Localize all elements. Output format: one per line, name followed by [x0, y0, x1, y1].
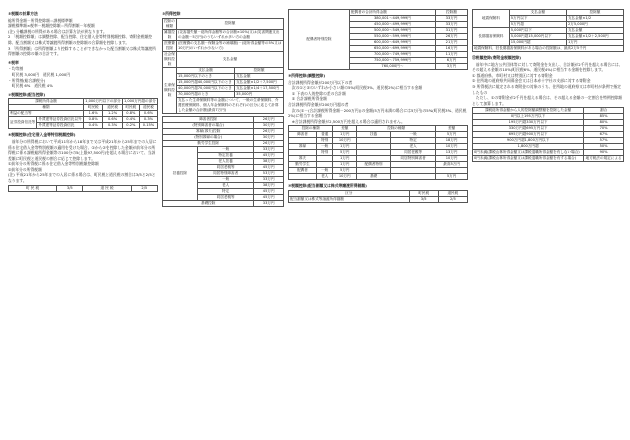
table-cell: 16万円: [436, 46, 468, 52]
table-row: [163, 200, 284, 206]
table-cell: 配偶者特別: [357, 162, 391, 168]
table-cell: 一般: [316, 144, 332, 150]
section-housing-loan-title: ⑧税額控除(住宅借入金等特別税額控除): [8, 132, 76, 138]
table-row: [473, 150, 624, 156]
table-header: 町民税: [83, 105, 102, 111]
table-header: 道民税: [438, 190, 467, 196]
table-cell: 15,000円以下のとき: [176, 73, 234, 79]
table-cell: 同居老親等: [197, 194, 254, 200]
table-cell: 社会保険料控除: [164, 51, 175, 66]
table-cell: 同居老親等: [197, 164, 254, 170]
table-cell: 特定扶養: [197, 152, 254, 158]
table-cell: 57%: [584, 138, 624, 144]
table-cell: 21万円: [436, 40, 468, 46]
table-cell: 85%: [584, 114, 624, 120]
insurance-table: [472, 9, 624, 52]
table-cell: 0.6%: [139, 111, 157, 117]
table-cell: 3万円: [436, 64, 468, 70]
table-cell: 外貨建等証券投資信託以外: [38, 117, 82, 122]
table-cell: 長期損害保険料: [473, 28, 510, 46]
table-row: [473, 156, 624, 162]
table-cell: 26万円: [436, 34, 468, 40]
table-cell: 支払金額×1/2: [566, 16, 623, 22]
table-cell: 0.15%: [139, 123, 157, 129]
table-cell: (災害損失額－総所得金額等の合計額×10%)又は(災害関連支出の金額－5万円)のうちいずれか多い方の金額: [176, 29, 283, 40]
table-cell: 70,000円超のとき: [176, 91, 234, 97]
table-cell: 330万円超695万円以下: [473, 126, 584, 132]
income-deduction-table: [162, 18, 284, 114]
table-cell: 2万5,000円: [566, 22, 623, 28]
table-cell: 特別: [316, 138, 332, 144]
table-cell: 600,000～649,999円: [349, 40, 435, 46]
table-row: [163, 79, 284, 85]
table-cell: 0.2%: [122, 123, 139, 129]
table-cell: 3/5: [409, 196, 438, 202]
table-row: [163, 29, 284, 40]
table-cell: 5,000円超15,000円以下: [509, 34, 566, 40]
table-cell: 0円未満(課税山林所得金額又は課税退職所得金額を有しない場合): [473, 150, 584, 156]
table-cell: 11万円: [436, 52, 468, 58]
table-cell: 760,000円～: [349, 64, 435, 70]
table-cell: 0円以上195万円以下: [473, 114, 584, 120]
table-header: 町民税: [409, 190, 438, 196]
table-cell: 0.3%: [103, 123, 122, 129]
table-cell: 90%: [584, 150, 624, 156]
table-cell: 勤労学生控除: [163, 140, 254, 146]
table-cell: 6万円: [436, 58, 468, 64]
table-cell: 1万円: [333, 132, 357, 138]
table-cell: (医療費の支払額－保険金等の補填額)－(総所得金額等の5%又は10万円のいずれか少ない方): [176, 40, 283, 51]
table-cell: 53万円: [254, 170, 284, 176]
table-cell: 750,000～759,999円: [349, 58, 435, 64]
table-cell: 生命保険料控除: [163, 67, 177, 113]
table-cell: 38万円: [254, 182, 284, 188]
table-cell: 5万円以下: [509, 16, 566, 22]
table-cell: 基礎控除: [163, 200, 254, 206]
table-cell: 80%: [584, 120, 624, 126]
housing-ratio-table: [8, 185, 158, 192]
table-row: [473, 46, 624, 52]
table-cell: 支払金額: [176, 51, 283, 67]
table-cell: 一般: [197, 146, 254, 152]
table-header: 控除の種類: [289, 126, 333, 132]
table-cell: (特別障害者の場合): [163, 122, 254, 128]
table-cell: 支払金額: [235, 73, 284, 79]
table-header: 差額: [333, 126, 357, 132]
table-cell: 33万円: [254, 176, 284, 182]
table-cell: 900万円超1,800万円以下: [473, 138, 584, 144]
table-cell: 障害者: [289, 132, 317, 138]
table-cell: 証券投資信託等: [9, 117, 37, 129]
table-cell: 1,800万円超: [473, 144, 584, 150]
table-row: [163, 146, 284, 152]
table-cell: 一般: [197, 176, 254, 182]
table-cell: 45万円: [254, 152, 284, 158]
table-cell: 5,000円以下: [509, 28, 566, 34]
section-tax-calc-title: ⑤税額の計算方法: [8, 11, 38, 16]
table-cell: 10万円: [436, 144, 468, 150]
table-cell: 支払金額×1/2＋7,500円: [235, 79, 284, 85]
table-cell: 支払金額: [566, 28, 623, 34]
table-cell: 一般: [390, 132, 435, 138]
section-tax-rate-body: ・均等割 町民税 3,000円 道民税 1,000円 ・所得割(総合課税分) 町民税 6% 道民税 4%: [8, 66, 71, 89]
table-cell: 13万円: [436, 150, 468, 156]
table-cell: 5万円超: [509, 22, 566, 28]
table-cell: 最高5万円: [436, 162, 468, 168]
table-cell: 配当割額又は株式等譲渡所得割額: [289, 196, 410, 202]
table-header: 道民税: [103, 105, 122, 111]
table-cell: 特定: [197, 188, 254, 194]
table-cell: 老人: [197, 182, 254, 188]
dividend-credit-table: [8, 98, 158, 129]
section-housing-loan-body: 前年分の所得税において平成11年から18年まで又は平成21年から25年までの入居に係る住宅借入金等特別税額の適用を受けた場合、①から②を控除した金額が前年分の所得税に係る課税総所得金額等の100分の5(上限97,500円)を超える場合において、当該差額に町民税と道民税の割合に応じて控除します。 ①前年分の所得税に係る住宅借入金等特別税額控除額 ②前年分の所得税額 (注) 平成21年から25年までの入居に係る場合は、町民税と道民税の割合は3/5と2/5となります。: [8, 138, 157, 184]
column-2: [162, 8, 284, 432]
table-header: 区分: [289, 190, 410, 196]
column-1: [8, 8, 158, 432]
table-cell: 0.4%: [83, 123, 102, 129]
table-cell: 67%: [584, 132, 624, 138]
table-header: 1,000万円超の部分: [123, 99, 156, 104]
table-cell: 1万円: [333, 156, 357, 162]
table-cell: 配偶者特別控除: [289, 10, 350, 70]
table-cell: 老人: [316, 174, 332, 180]
table-cell: 地震保険料、旧長期損害保険料がある場合の控除額は、最高2万5千円: [473, 46, 624, 52]
table-cell: 195万円超330万円以下: [473, 120, 584, 126]
table-cell: 1.2%: [103, 111, 122, 117]
table-cell: 15,000円超: [509, 40, 566, 46]
table-cell: 0.3%: [139, 117, 157, 123]
donation-rate-table: [472, 107, 624, 162]
table-cell: 雑損控除: [164, 29, 175, 39]
section-donation-body: 前年中に地方公共団体等に対して寄附金を支出し、合計額が2千円を超える場合には、その超える金額の10%(町民税6%、道民税4%)に相当する金額を控除します。 ① 都道府県、市町村又は特別区に対する寄附金 ② 住所地の道府県共同募金会又は日本赤十字社の支部に対する寄附金 ③ 所得税法に規定される寄附金の対象のうち、住所地の道府県又は市町村が条例で指定したもの ただし、①の寄附金が2千円を超える場合は、その超える金額の一定割合を特例控除額として加算します。: [472, 61, 623, 106]
table-cell: 2/5: [131, 185, 157, 191]
table-cell: 10万円: [333, 138, 357, 144]
table-cell: (特別寡婦の場合): [163, 134, 254, 140]
table-row: [163, 97, 284, 113]
table-cell: 650,000～699,999円: [349, 46, 435, 52]
table-cell: 31万円: [436, 28, 468, 34]
table-cell: 特定: [390, 138, 435, 144]
table-header: 道民税: [139, 105, 157, 111]
table-header: 控除の種類: [164, 18, 175, 28]
table-row: [289, 196, 468, 202]
table-header: 差額: [436, 126, 468, 132]
table-cell: 0.8%: [122, 111, 139, 117]
table-cell: 1万円: [333, 144, 357, 150]
section-tax-rate-title: ⑥税率: [8, 59, 19, 65]
table-cell: 550,000～599,999円: [349, 34, 435, 40]
table-cell: 45万円: [254, 188, 284, 194]
table-cell: 26万円: [254, 116, 284, 122]
column-3: [288, 8, 468, 432]
table-cell: 50%: [584, 144, 624, 150]
table-cell: 0.8%: [83, 117, 102, 123]
section-adjustment-title: ⑨所得控除(調整控除): [288, 73, 326, 78]
table-cell: 町 民 税: [9, 185, 57, 191]
table-cell: 5万円: [436, 132, 468, 138]
table-cell: 33万円: [436, 22, 468, 28]
table-cell: 地震保険料: [473, 10, 510, 28]
table-cell: 500,000～549,999円: [349, 28, 435, 34]
table-cell: 45万円: [254, 194, 284, 200]
table-cell: 扶養: [357, 132, 391, 138]
table-cell: 地方税法の規定による: [585, 156, 622, 161]
table-cell: 普通: [316, 132, 332, 138]
adjustment-table: [288, 125, 468, 180]
table-header: 支払金額: [176, 67, 234, 73]
table-row: [289, 174, 468, 180]
table-cell: 寡夫: [289, 156, 317, 162]
table-cell: 33万円: [254, 146, 284, 152]
table-cell: 18万円: [436, 138, 468, 144]
table-cell: 26万円: [254, 128, 284, 134]
table-cell: 30万円: [254, 122, 284, 128]
table-cell: 医療費控除: [164, 40, 175, 50]
section-dividend-title: ⑦税額控除(配当控除): [8, 91, 46, 97]
table-cell: 5万円: [333, 168, 357, 174]
table-cell: 老人扶養: [197, 158, 254, 164]
table-cell: 寡婦(寡夫)控除: [163, 128, 254, 134]
table-cell: 1万円: [566, 40, 623, 46]
table-cell: 30万円: [254, 134, 284, 140]
dividend-split-table: [288, 190, 468, 203]
table-cell: 一般: [316, 168, 332, 174]
table-header: 種類: [9, 105, 84, 111]
table-cell: 5万円: [436, 174, 468, 180]
table-cell: 配偶者の合計所得金額: [349, 10, 435, 16]
table-row: [9, 185, 158, 191]
table-cell: 基礎: [357, 174, 391, 180]
table-cell: 26万円: [254, 140, 284, 146]
table-cell: 同居老親等: [390, 150, 435, 156]
table-cell: 老人: [390, 144, 435, 150]
section-dividend-split-title: ⑩税額控除(配当割額又は株式等譲渡所得割額): [288, 183, 367, 189]
table-cell: 特別: [316, 150, 332, 156]
table-cell: 15,000円超40,000円以下のとき: [176, 79, 234, 85]
table-cell: 1万円: [333, 162, 357, 168]
section-adjustment-body: 合計課税所得金額が200万円以下の者 次の①と②のいずれか小さい額の5%(町民税3%、道民税2%)に相当する金額 ① 下表の人的控除の差の合計額 ② 合計課税所得金額 合計課税所得金額が200万円超の者 次の(①－(合計課税所得金額－200万円))の金額(5万円未満の場合には5万円)の5%(町民税3%、道民税2%)に相当する金額 ※合計課税所得金額が2,500万円を超える場合は適用されません。: [288, 79, 467, 124]
table-cell: 利益の配当等: [9, 111, 84, 117]
table-header: 支払金額: [509, 10, 566, 16]
section-donation-title: ⑪税額控除(寄附金税額控除): [472, 55, 522, 60]
section-tax-calc-body: 総所得金額－所得控除額＝課税標準額 課税標準額×税率－税額控除額＝所得割額－年税額 (注) 分離課税の所得がある場合は計算方法が異なります。 2 「税額控除額」は調整控除、配当控除、住宅借入金等特別税額控除、寄附金税額控除、配当割額又は株式等譲渡所得割額の控除額の合算額を控除します。 3 「所得割額」は所得割額より控除することができなかった配当割額又は株式等譲渡所得割額の控除の額の合計です。: [8, 17, 156, 57]
table-header: 控除の種類: [357, 126, 436, 132]
section-income-deduction-title: ③所得控除: [162, 11, 181, 16]
table-row: [163, 51, 284, 67]
table-cell: 695万円超900万円以下: [473, 132, 584, 138]
table-cell: 38万円: [254, 158, 284, 164]
table-cell: 2/5: [438, 196, 467, 202]
table-cell: [289, 174, 317, 180]
table-cell: 3/5: [57, 185, 83, 191]
table-cell: 障害者控除: [163, 116, 254, 122]
table-cell: 35,000円: [235, 91, 284, 97]
table-cell: 450,000～499,999円: [349, 22, 435, 28]
table-cell: 0円未満(課税山林所得金額又は課税退職所得金額を有する場合): [473, 156, 584, 162]
table-cell: 33万円: [436, 16, 468, 22]
table-cell: 道 民 税: [83, 185, 131, 191]
table-cell: 配偶者: [289, 168, 317, 174]
table-cell: 同居特別障害者: [197, 170, 254, 176]
table-header: 控除額: [235, 67, 284, 73]
table-header: 控除額: [566, 10, 623, 16]
table-cell: 外貨建等証券投資信託: [37, 123, 84, 129]
table-row: [163, 40, 284, 51]
table-cell: 支払金額×1/4＋17,500円: [235, 85, 284, 91]
column-4: [472, 8, 624, 432]
table-cell: 勤労学生: [289, 162, 317, 168]
table-cell: 700,000～749,999円: [349, 52, 435, 58]
table-cell: 0.6%: [103, 117, 122, 123]
table-cell: 1.6%: [83, 111, 102, 117]
table-header: 控除額: [176, 18, 283, 29]
table-cell: 40,000円超70,000円以下のとき: [176, 85, 234, 91]
table-cell: 扶養控除: [163, 146, 198, 200]
table-cell: 5万円: [333, 150, 357, 156]
personal-deduction-table: [162, 116, 284, 207]
table-cell: 寡婦: [289, 144, 317, 150]
table-header: 1,000万円以下の部分: [85, 99, 121, 104]
table-header: 割合: [584, 108, 624, 114]
table-cell: 10万円: [436, 156, 468, 162]
table-cell: [390, 174, 435, 180]
table-header: 課税総所得金額から人的控除額調整額を控除した金額: [473, 108, 584, 114]
table-cell: 380,001～449,999円: [349, 16, 435, 22]
table-cell: 支払った生命保険料等の金額について、一般の生命保険料、介護医療保険料、個人年金保険料のそれぞれの区分に応じて計算した金額の合計額(最高7万円): [176, 97, 283, 113]
table-cell: 0.4%: [122, 117, 139, 123]
table-cell: 70%: [584, 126, 624, 132]
table-cell: 同居特別障害者: [390, 156, 435, 162]
table-cell: 支払金額×1/2＋2,500円: [566, 34, 623, 40]
table-cell: 33万円: [254, 200, 284, 206]
table-header: 控除額: [436, 10, 468, 16]
spouse-special-table: [288, 9, 468, 70]
table-header: 課税所得金額: [9, 99, 84, 105]
table-header: 町民税: [122, 105, 139, 111]
table-cell: 10万円: [333, 174, 357, 180]
table-row: [163, 85, 284, 91]
table-cell: 45万円: [254, 164, 284, 170]
